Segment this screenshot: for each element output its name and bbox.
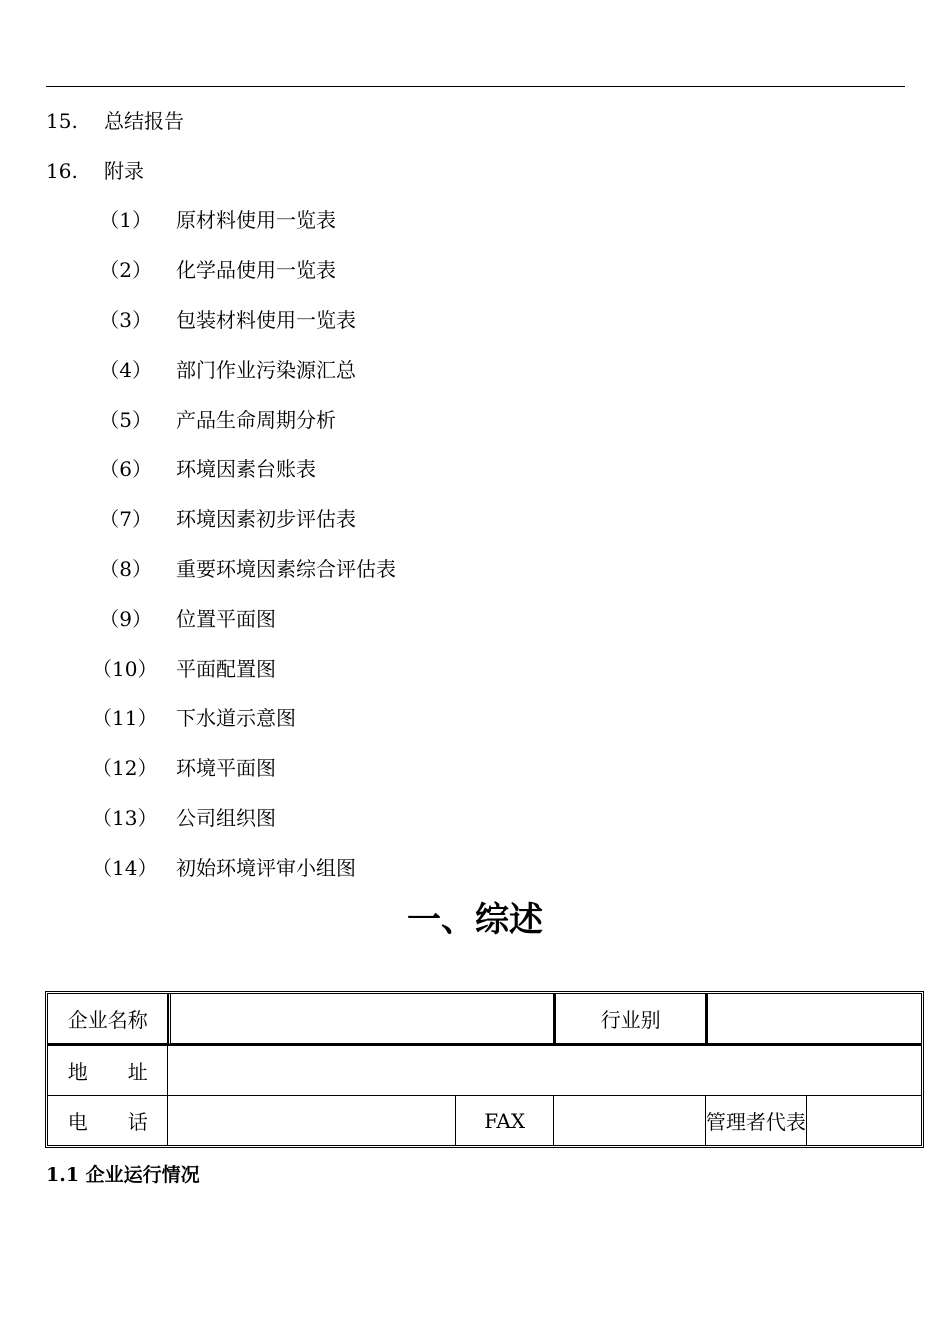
toc-item-number: 16. bbox=[46, 159, 78, 183]
appendix-item-text: 位置平面图 bbox=[176, 607, 276, 631]
appendix-item-number: （3） bbox=[99, 308, 152, 332]
appendix-item-text: 公司组织图 bbox=[176, 806, 276, 830]
header-rule bbox=[46, 86, 905, 87]
table-row bbox=[48, 1044, 921, 1096]
appendix-item-text: 化学品使用一览表 bbox=[176, 258, 336, 282]
industry-label: 行业别 bbox=[554, 994, 705, 1044]
appendix-item-text: 包装材料使用一览表 bbox=[176, 308, 356, 332]
appendix-item-number: （2） bbox=[99, 258, 152, 282]
toc-item-text: 附录 bbox=[104, 159, 144, 183]
appendix-item-text: 部门作业污染源汇总 bbox=[176, 358, 356, 382]
industry-field[interactable] bbox=[706, 994, 921, 1044]
appendix-item-text: 平面配置图 bbox=[176, 657, 276, 681]
appendix-item-number: （5） bbox=[99, 408, 152, 432]
section-title: 一、综述 bbox=[407, 900, 543, 940]
appendix-item-text: 原材料使用一览表 bbox=[176, 208, 336, 232]
appendix-item-number: （11） bbox=[92, 706, 158, 730]
appendix-item-number: （9） bbox=[99, 607, 152, 631]
appendix-item-number: （12） bbox=[92, 756, 158, 780]
appendix-item-number: （6） bbox=[99, 457, 152, 481]
toc-item-text: 总结报告 bbox=[104, 109, 184, 133]
management-rep-field[interactable] bbox=[807, 1096, 921, 1145]
appendix-item-number: （1） bbox=[99, 208, 152, 232]
appendix-item-number: （10） bbox=[92, 657, 158, 681]
fax-label: FAX bbox=[456, 1096, 555, 1145]
appendix-item-text: 初始环境评审小组图 bbox=[176, 856, 356, 880]
appendix-item-number: （7） bbox=[99, 507, 152, 531]
appendix-item-number: （14） bbox=[92, 856, 158, 880]
appendix-item-number: （4） bbox=[99, 358, 152, 382]
company-info-table bbox=[45, 991, 924, 1148]
appendix-item-text: 重要环境因素综合评估表 bbox=[176, 557, 396, 581]
appendix-item-text: 环境平面图 bbox=[176, 756, 276, 780]
table-row bbox=[48, 994, 921, 1044]
management-rep-label: 管理者代表 bbox=[706, 1096, 807, 1145]
phone-label: 电 话 bbox=[48, 1096, 168, 1145]
company-name-field[interactable] bbox=[168, 994, 554, 1044]
address-label: 地 址 bbox=[48, 1044, 168, 1096]
toc-item-number: 15. bbox=[46, 109, 78, 133]
appendix-item-text: 环境因素初步评估表 bbox=[176, 507, 356, 531]
appendix-item-text: 产品生命周期分析 bbox=[176, 408, 336, 432]
address-field[interactable] bbox=[168, 1044, 921, 1096]
phone-field[interactable] bbox=[168, 1096, 456, 1145]
subsection-heading: 1.1 企业运行情况 bbox=[46, 1164, 200, 1186]
table-row bbox=[48, 1096, 921, 1145]
appendix-item-number: （8） bbox=[99, 557, 152, 581]
company-name-label: 企业名称 bbox=[48, 994, 168, 1044]
appendix-item-text: 环境因素台账表 bbox=[176, 457, 316, 481]
appendix-item-text: 下水道示意图 bbox=[176, 706, 296, 730]
fax-field[interactable] bbox=[554, 1096, 705, 1145]
appendix-item-number: （13） bbox=[92, 806, 158, 830]
